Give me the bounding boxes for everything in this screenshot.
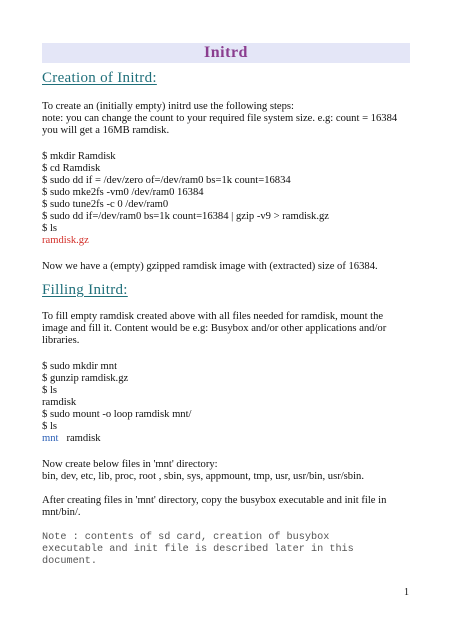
command-line: $ sudo mke2fs -vm0 /dev/ram0 16384 bbox=[42, 187, 204, 198]
ls-output-line bbox=[42, 432, 101, 445]
command-line: $ ls bbox=[42, 421, 58, 432]
command-line: $ cd Ramdisk bbox=[42, 163, 101, 174]
command-line: $ ls bbox=[42, 385, 58, 396]
command-line: $ sudo mkdir mnt bbox=[42, 361, 118, 372]
ls-output-file: ramdisk bbox=[66, 433, 101, 444]
paragraph-line: mnt/bin/. bbox=[42, 507, 81, 518]
paragraph-line: After creating files in 'mnt' directory, copy the busybox executable and init file in bbox=[42, 495, 387, 506]
page-number: 1 bbox=[404, 587, 409, 598]
title-banner bbox=[42, 43, 410, 63]
command-line: $ sudo dd if=/dev/ram0 bs=1k count=16384 | gzip -v9 > ramdisk.gz bbox=[42, 211, 329, 222]
command-line: ramdisk bbox=[42, 397, 77, 408]
paragraph-line: note: you can change the count to your required file system size. e.g: count = 16384 bbox=[42, 113, 398, 124]
command-line: $ mkdir Ramdisk bbox=[42, 151, 116, 162]
command-line: $ sudo dd if = /dev/zero of=/dev/ram0 bs=1k count=16834 bbox=[42, 175, 291, 186]
paragraph-line: Now we have a (empty) gzipped ramdisk image with (extracted) size of 16384. bbox=[42, 261, 378, 272]
command-line: $ ls bbox=[42, 223, 58, 234]
paragraph-line: libraries. bbox=[42, 335, 80, 346]
command-line: $ gunzip ramdisk.gz bbox=[42, 373, 129, 384]
paragraph-line: you will get a 16MB ramdisk. bbox=[42, 125, 170, 136]
paragraph-line: To fill empty ramdisk created above with all files needed for ramdisk, mount the bbox=[42, 311, 384, 322]
paragraph-line: image and fill it. Content would be e.g: Busybox and/or other applications and/or bbox=[42, 323, 387, 334]
paragraph-line: bin, dev, etc, lib, proc, root , sbin, sys, appmount, tmp, usr, usr/bin, usr/sbin. bbox=[42, 471, 364, 482]
ls-output-dir: mnt bbox=[42, 433, 59, 444]
page-title: Initrd bbox=[204, 44, 248, 61]
command-line: $ sudo tune2fs -c 0 /dev/ram0 bbox=[42, 199, 169, 210]
paragraph-line: To create an (initially empty) initrd use the following steps: bbox=[42, 101, 294, 112]
ls-output-file: ramdisk.gz bbox=[42, 235, 89, 246]
section-heading-filling: Filling Initrd: bbox=[42, 282, 128, 298]
note-line: document. bbox=[42, 556, 98, 567]
note-line: Note : contents of sd card, creation of busybox bbox=[42, 532, 330, 543]
section-heading-creation: Creation of Initrd: bbox=[42, 70, 157, 86]
note-line: executable and init file is described later in this bbox=[42, 544, 354, 555]
command-line: $ sudo mount -o loop ramdisk mnt/ bbox=[42, 409, 192, 420]
paragraph-line: Now create below files in 'mnt' directory: bbox=[42, 459, 218, 470]
